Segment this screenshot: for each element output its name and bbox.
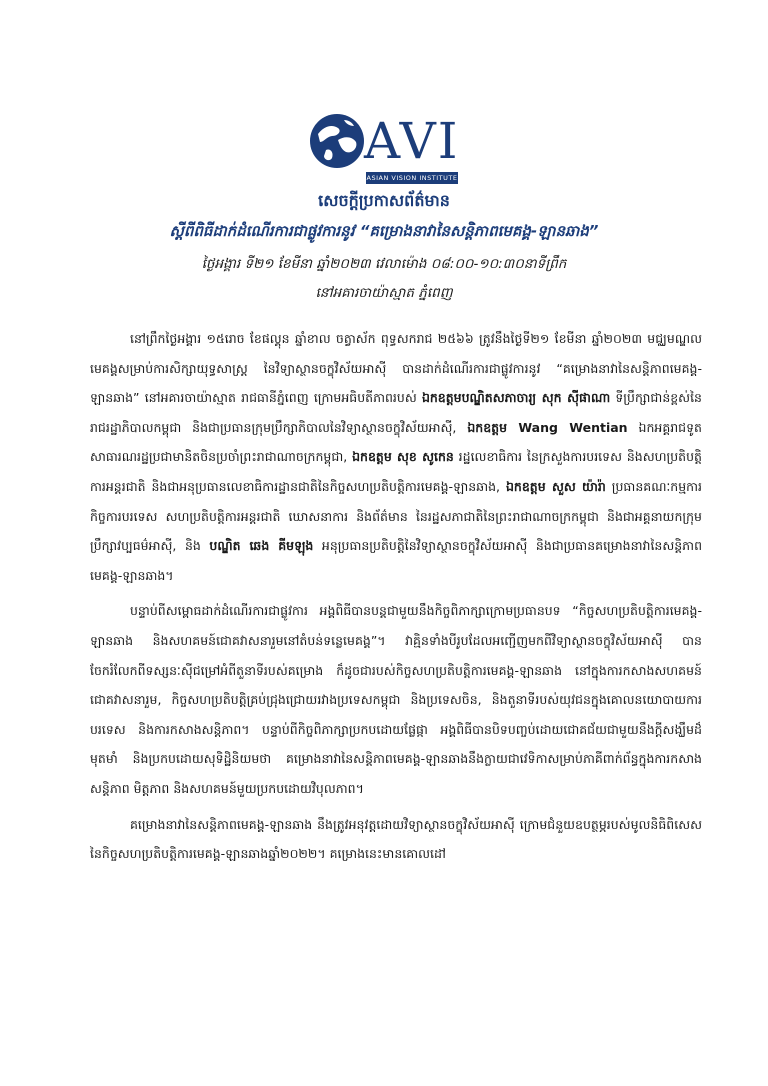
paragraph-text: ទីប្រឹក្សាជាន់ខ្ពស់នៃរាជរដ្ឋាភិបាលកម្ពុជា និងជាប្រធានក្រុមប្រឹក្សាភិបាលនៃវិទ្យាស្ថានចក្ខុវិស័យអាស៊ី,: [90, 390, 702, 435]
event-date: ថ្ងៃអង្គារ ទី២១ ខែមីនា ឆ្នាំ២០២៣ វេលាម៉ោង ០៨:០០-១០:៣០នាទីព្រឹក: [201, 256, 567, 272]
announcement-heading: សេចក្តីប្រកាសព័ត៌មាន: [318, 191, 450, 210]
press-release-title: ស្តីពីពិធីដាក់ដំណើរការជាផ្លូវការនូវ “គម្រោងនាវានៃសន្តិភាពមេគង្គ-ឡានឆាង”: [169, 222, 599, 240]
body-paragraph: [90, 810, 702, 869]
bold-name-text: ឯកឧត្តម សួស យ៉ារ៉ា: [505, 478, 606, 494]
press-release-body: [90, 324, 702, 875]
paragraph-text: អនុប្រធានប្រតិបត្តិនៃវិទ្យាស្ថានចក្ខុវិស័យអាស៊ី និងជាប្រធានគម្រោងនាវានៃសន្តិភាពមេគង្គ-ឡានឆាង។: [90, 538, 703, 583]
bold-name-text: ឯកឧត្តមបណ្ឌិតសភាចារ្យ សុក ស៊ីផាណា: [421, 390, 611, 406]
logo-tagline: ASIAN VISION INSTITUTE: [366, 174, 458, 182]
globe-icon: [308, 112, 366, 170]
paragraph-text: រដ្ឋលេខាធិការ នៃក្រសួងការបរទេស និងសហប្រតិបត្តិការអន្តរជាតិ និងជាអនុប្រធានលេខាធិការដ្ឋានជាតិនៃកិច្ចសហប្រតិបត្តិការមេគង្គ-ឡានឆាង,: [90, 449, 702, 494]
paragraph-text: នៅព្រឹកថ្ងៃអង្គារ ១៥រោច ខែផល្គុន ឆ្នាំខាល ចត្វាស័ក ពុទ្ធសករាជ ២៥៦៦ ត្រូវនឹងថ្ងៃទី២១ ខែមីនា ឆ្នាំ២០២៣ មជ្ឈមណ្ឌលមេគង្គសម្រាប់ការសិក្សាយុទ្ធសាស្រ្ត នៃវិទ្យាស្ថានចក្ខុវិស័យអាស៊ី បានដាក់ដំណើរការជាផ្លូវការនូវ “គម្រោងនាវានៃសន្តិភាពមេគង្គ-ឡានឆាង” នៅអគារចាយ៉ាស្មាត រាជធានីភ្នំពេញ ក្រោមអធិបតីភាពរបស់: [90, 331, 702, 406]
event-venue: នៅអគារចាយ៉ាស្មាត ភ្នំពេញ: [315, 285, 453, 301]
bold-name-text: ឯកឧត្តម សុខ សូកេន: [352, 449, 454, 465]
bold-name-text: ឯកឧត្តម Wang Wentian: [467, 419, 628, 435]
body-paragraph: [90, 596, 702, 803]
paragraph-text: ឯកអគ្គរាជទូតសាធារណរដ្ឋប្រជាមានិតចិនប្រចាំព្រះរាជាណាចក្រកម្ពុជា,: [90, 419, 702, 465]
paragraph-text: ប្រធានគណៈកម្មការកិច្ចការបរទេស សហប្រតិបត្តិការអន្តរជាតិ ឃោសនាការ និងព័ត៌មាន នៃរដ្ឋសភាជាតិនៃព្រះរាជាណាចក្រកម្ពុជា និងជាអគ្គនាយកក្រុមប្រឹក្សាវប្បធម៌អាស៊ី, និង: [90, 478, 703, 554]
paragraph-text: គម្រោងនាវានៃសន្តិភាពមេគង្គ-ឡានឆាង នឹងត្រូវអនុវត្តដោយវិទ្យាស្ថានចក្ខុវិស័យអាស៊ី ក្រោមជំនួយឧបត្ថម្ភរបស់មូលនិធិពិសេសនៃកិច្ចសហប្រតិបត្តិការមេគង្គ-ឡានឆាងឆ្នាំ២០២២។ គម្រោងនេះមានគោលដៅ: [90, 816, 702, 862]
paragraph-text: បន្ទាប់ពីសម្ពោធដាក់ដំណើរការជាផ្លូវការ អង្គពិធីបានបន្តជាមួយនឹងកិច្ចពិភាក្សាក្រោមប្រធានបទ “កិច្ចសហប្រតិបត្តិការមេគង្គ-ឡានឆាង និងសហគមន៍ជោគវាសនារួមនៅតំបន់ទន្លេមេគង្គ”។ វាគ្មិនទាំងបីរូបដែលអញ្ជើញមកពីវិទ្យាស្ថានចក្ខុវិស័យអាស៊ី បានចែករំលែកពីទស្សនៈស៊ីជម្រៅអំពីតួនាទីរបស់គម្រោង ក៏ដូចជារបស់កិច្ចសហប្រតិបត្តិការមេគង្គ-ឡានឆាង នៅក្នុងការកសាងសហគមន៍ជោគវាសនារួម, កិច្ចសហប្រតិបត្តិគ្រប់ជ្រុងជ្រោយរវាងប្រទេសកម្ពុជា និងប្រទេសចិន, និងតួនាទីរបស់យុវជនក្នុងគោលនយោបាយការបរទេស និងការកសាងសន្តិភាព។ បន្ទាប់ពីកិច្ចពិភាក្សាប្រកបដោយផ្លែផ្កា អង្គពិធីបានបិទបញ្ចប់ដោយជោគជ័យជាមួយនឹងក្តីសង្ឃឹមដ៏មុតមាំ និងប្រកបដោយសុទិដ្ឋិនិយមថា គម្រោងនាវានៃសន្តិភាពមេគង្គ-ឡានឆាងនឹងក្លាយជាវេទិកាសម្រាប់ភាគីពាក់ព័ន្ធក្នុងការកសាងសន្តិភាព មិត្តភាព និងសហគមន៍មួយប្រកបដោយវិបុលភាព។: [90, 603, 702, 796]
logo-wordmark: AVI: [364, 112, 460, 170]
bold-name-text: បណ្ឌិត ឆេង គីមឡុង: [209, 538, 314, 554]
avi-logo: [308, 112, 458, 184]
body-paragraph: [90, 324, 702, 590]
